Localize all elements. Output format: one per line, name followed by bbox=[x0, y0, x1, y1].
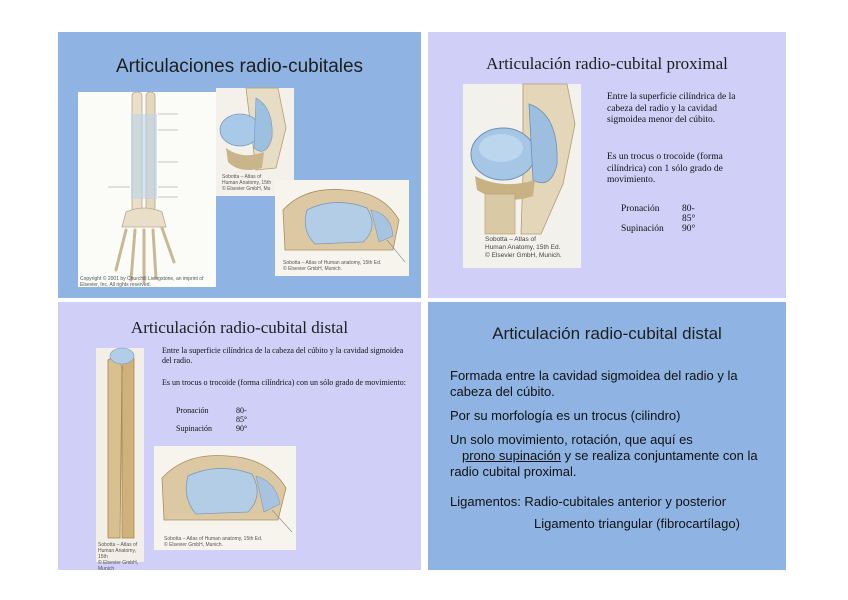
forearm-illustration bbox=[78, 92, 216, 287]
slide-distal-radioulnar bbox=[58, 302, 421, 570]
bones-caption: Sobotta – Atlas of Human Anatomy, 15th © Elsevier GmbH, Munich bbox=[98, 542, 139, 572]
slide-title: Articulación radio-cubital distal bbox=[492, 324, 722, 343]
bullet-ligaments bbox=[450, 494, 780, 510]
pronation-value: 80-85° bbox=[682, 204, 696, 224]
underlined-term: prono supinación bbox=[462, 448, 562, 463]
bullet-text: Ligamento triangular (fibrocartílago) bbox=[534, 516, 740, 531]
slide-title: Articulación radio-cubital proximal bbox=[486, 54, 728, 73]
pronation-label: Pronación bbox=[621, 204, 660, 214]
radial-head-caption: Sobotta – Atlas of Human Anatomy, 15th © Elsevier GmbH, Mu bbox=[222, 174, 272, 192]
pronation-value: 80-85° bbox=[236, 406, 248, 424]
description-paragraph: Entre la superficie cilíndrica de la cabeza del cúbito y la cavidad sigmoidea del radio. bbox=[162, 346, 404, 365]
classification-paragraph: Es un trocus o trocoide (forma cilíndrica) con 1 sólo grado de movimiento. bbox=[607, 152, 723, 185]
bullet-morphology bbox=[450, 408, 780, 424]
distal-joint-illustration bbox=[154, 446, 296, 550]
pronation-label: Pronación bbox=[176, 406, 209, 415]
supination-value: 90° bbox=[682, 224, 696, 234]
forearm-bones-illustration bbox=[96, 348, 144, 572]
distal-joint-caption: Sobotta – Atlas of Human anatomy, 15th Ed. © Elsevier GmbH, Munich. bbox=[164, 536, 263, 548]
supination-value: 90° bbox=[236, 424, 248, 433]
proximal-caption: Sobotta – Atlas of Human Anatomy, 15th Ed. © Elsevier GmbH, Munich. bbox=[485, 236, 562, 259]
distal-joint-caption: Sobotta – Atlas of Human anatomy, 15th Ed. © Elsevier GmbH, Munich. bbox=[283, 260, 382, 272]
bullet-text-continued: y se realiza conjuntamente con la radio cubital proximal. bbox=[450, 448, 758, 479]
supination-label: Supinación bbox=[176, 424, 212, 433]
description-paragraph: Entre la superficie cilíndrica de la cabeza del radio y la cavidad sigmoidea menor del cúbito. bbox=[607, 92, 736, 125]
forearm-caption: Copyright © 2001 by Churchill Livingstone, an imprint of Elsevier, Inc. All rights reserved. bbox=[80, 276, 204, 288]
classification-paragraph: Es un trocus o trocoide (forma cilíndrica) con un sólo grado de movimiento: bbox=[162, 378, 406, 387]
bullet-text: Ligamentos: Radio-cubitales anterior y posterior bbox=[450, 494, 727, 509]
distal-joint-illustration bbox=[275, 180, 409, 276]
bullet-text: Un solo movimiento, rotación, que aquí es bbox=[450, 432, 693, 447]
supination-label: Supinación bbox=[621, 224, 664, 234]
bullet-movement bbox=[450, 432, 780, 480]
slide-radioulnar-joints bbox=[58, 32, 421, 298]
bullet-formation bbox=[450, 368, 780, 400]
bullet-text: Por su morfología es un trocus (cilindro) bbox=[450, 408, 681, 423]
bullet-text: Formada entre la cavidad sigmoidea del radio y la cabeza del cúbito. bbox=[450, 368, 738, 399]
slide-title: Articulación radio-cubital distal bbox=[130, 318, 349, 337]
slide-proximal-radioulnar bbox=[428, 32, 786, 298]
slide-distal-radioulnar-summary bbox=[428, 302, 786, 570]
proximal-joint-illustration bbox=[463, 84, 581, 268]
slide-title: Articulaciones radio-cubitales bbox=[115, 56, 364, 77]
ligament-triangular bbox=[534, 516, 774, 532]
